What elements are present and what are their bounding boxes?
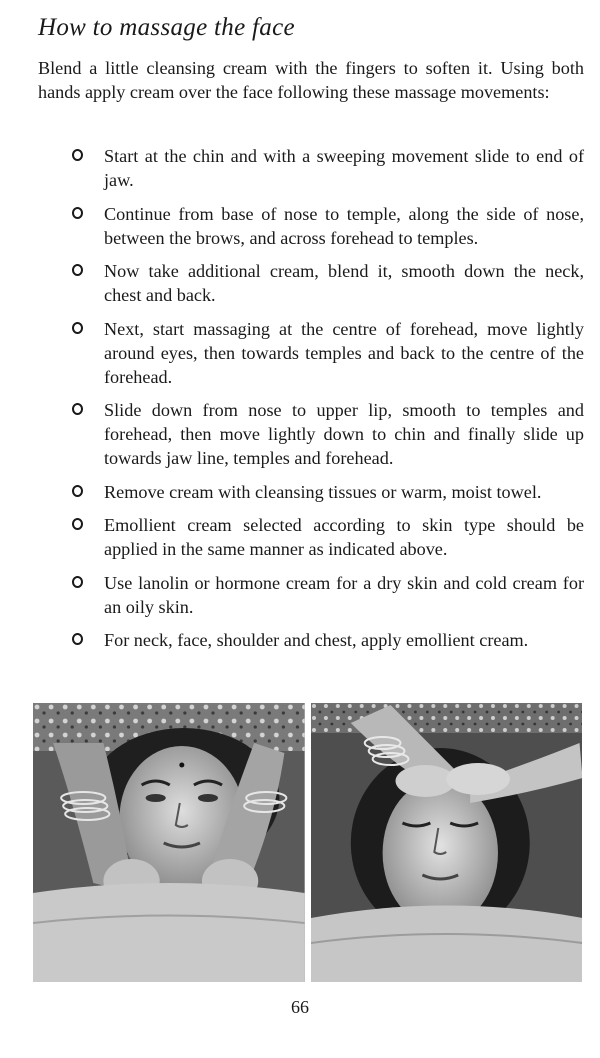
step-text: Use lanolin or hormone cream for a dry skin and cold cream for an oily skin. <box>104 572 584 617</box>
list-item <box>70 398 584 470</box>
hollow-circle-icon <box>72 518 83 530</box>
list-item <box>70 480 584 504</box>
massage-steps-list <box>70 144 584 662</box>
photo-chin-massage <box>33 703 305 982</box>
step-text: Slide down from nose to upper lip, smooth to temples and forehead, then move lightly down to chin and finally slide up towards jaw line, temples and forehead. <box>104 400 584 468</box>
list-item <box>70 317 584 389</box>
step-text: Now take additional cream, blend it, smooth down the neck, chest and back. <box>104 261 584 305</box>
list-item <box>70 571 584 619</box>
hollow-circle-icon <box>72 207 83 219</box>
hollow-circle-icon <box>72 149 83 161</box>
hollow-circle-icon <box>72 633 83 645</box>
list-item <box>70 513 584 561</box>
step-text: Remove cream with cleansing tissues or warm, moist towel. <box>104 481 542 502</box>
step-text: For neck, face, shoulder and chest, apply emollient cream. <box>104 630 529 650</box>
hollow-circle-icon <box>72 322 83 334</box>
list-item <box>70 259 584 307</box>
list-item <box>70 202 584 250</box>
hollow-circle-icon <box>72 264 83 276</box>
list-item <box>70 628 584 652</box>
hollow-circle-icon <box>72 576 83 588</box>
intro-paragraph: Blend a little cleansing cream with the fingers to soften it. Using both hands apply cream over the face following these massage movements: <box>38 58 584 102</box>
section-title: How to massage the face <box>38 14 295 41</box>
step-text: Continue from base of nose to temple, along the side of nose, between the brows, and across forehead to temples. <box>104 203 584 248</box>
step-text: Next, start massaging at the centre of forehead, move lightly around eyes, then towards temples and back to the centre of the forehead. <box>104 318 584 387</box>
step-text: Emollient cream selected according to skin type should be applied in the same manner as indicated above. <box>104 515 584 559</box>
hollow-circle-icon <box>72 403 83 415</box>
photo-forehead-massage <box>311 703 583 982</box>
list-item <box>70 144 584 192</box>
page-number: 66 <box>291 997 309 1017</box>
photo-strip <box>33 703 582 982</box>
hollow-circle-icon <box>72 485 83 497</box>
step-text: Start at the chin and with a sweeping movement slide to end of jaw. <box>104 146 584 190</box>
